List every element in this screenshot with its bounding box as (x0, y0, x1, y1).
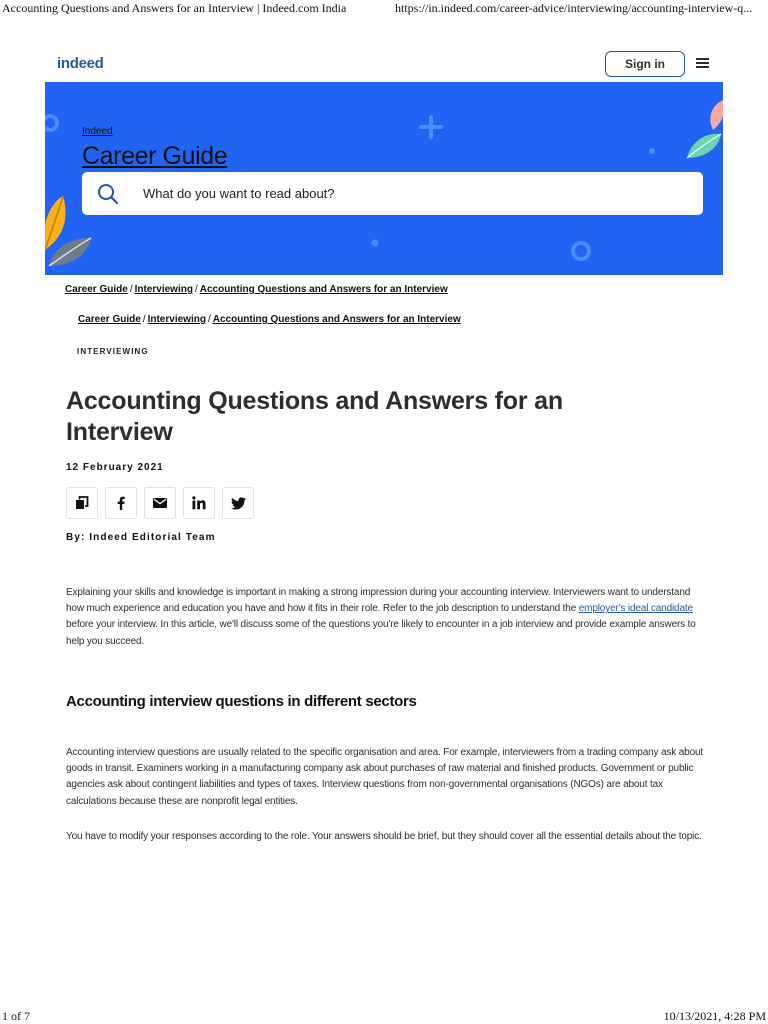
site-header (45, 40, 723, 82)
breadcrumb-interviewing[interactable]: Interviewing (134, 284, 193, 295)
leaf-decoration-icon (685, 130, 723, 160)
banner-brand-link[interactable]: Indeed (82, 126, 113, 137)
breadcrumb: Career Guide / Interviewing / Accounting Questions and Answers for an Interview (78, 314, 461, 325)
career-guide-title-link[interactable]: Career Guide (82, 142, 228, 170)
leaf-decoration-icon (47, 234, 93, 268)
circle-decoration-icon (568, 238, 594, 264)
search-icon (96, 182, 120, 206)
article-title: Accounting Questions and Answers for an Interview (66, 387, 563, 446)
facebook-icon (116, 496, 126, 510)
linkedin-share-button[interactable] (183, 487, 215, 519)
dot-decoration-icon (647, 146, 657, 156)
article-intro-paragraph: Explaining your skills and knowledge is important in making a strong impression during your accounting interview. Interviewers want to understand how much experience and education you have and how it fits in their role. Refer to the job description to understand the employer's ideal candidate before your interview. In this article, we'll discuss some of the questions you're likely to encounter in a job interview and provide example answers to help you succeed. (66, 587, 696, 647)
facebook-share-button[interactable] (105, 487, 137, 519)
email-icon (153, 498, 167, 508)
breadcrumb-current-article[interactable]: Accounting Questions and Answers for an Interview (199, 284, 448, 295)
twitter-share-button[interactable] (222, 487, 254, 519)
article-paragraph: You have to modify your responses according to the role. Your answers should be brief, but they should cover all the essential details about the topic. (66, 831, 702, 842)
print-page-title: Accounting Questions and Answers for an Interview | Indeed.com India (2, 1, 347, 15)
circle-decoration-icon (45, 112, 61, 134)
breadcrumb-interviewing[interactable]: Interviewing (147, 314, 206, 325)
breadcrumb-career-guide[interactable]: Career Guide (65, 284, 128, 295)
print-page-url: https://in.indeed.com/career-advice/interviewing/accounting-interview-q... (395, 1, 753, 15)
search-input[interactable] (82, 172, 703, 215)
print-page-number: 1 of 7 (2, 1009, 30, 1023)
hamburger-menu-icon[interactable] (696, 58, 709, 68)
linkedin-icon (192, 496, 206, 510)
copy-link-icon (75, 496, 89, 510)
sign-in-button[interactable]: Sign in (605, 51, 685, 77)
employer-ideal-candidate-link[interactable]: employer's ideal candidate (578, 603, 693, 615)
section-heading: Accounting interview questions in different sectors (66, 693, 417, 710)
article-paragraph: Accounting interview questions are usually related to the specific organisation and area. For example, interviewers from a trading company ask about goods in transit. Examiners working in a manufacturing company ask about purchases of raw material and finished products. Government or public agencies ask about contingent liabilities and types of taxes. Interview questions from non-governmental organisations (NGOs) are about tax calculations because these are nonprofit legal entities. (66, 747, 704, 807)
print-datetime: 10/13/2021, 4:28 PM (663, 1009, 766, 1023)
article-category: INTERVIEWING (77, 347, 149, 356)
copy-link-button[interactable] (66, 487, 98, 519)
breadcrumb-career-guide[interactable]: Career Guide (78, 314, 141, 325)
article-date: 12 February 2021 (66, 462, 164, 473)
dot-decoration-icon (370, 238, 380, 248)
print-footer (0, 1009, 768, 1024)
career-guide-banner (45, 82, 723, 275)
twitter-icon (231, 497, 246, 510)
breadcrumb: Career Guide / Interviewing / Accounting Questions and Answers for an Interview (65, 284, 448, 295)
article-author: By: Indeed Editorial Team (66, 532, 216, 543)
search-placeholder: What do you want to read about? (143, 186, 335, 201)
email-share-button[interactable] (144, 487, 176, 519)
print-header (0, 0, 768, 18)
leaf-decoration-icon (707, 98, 723, 132)
indeed-logo[interactable]: indeed (57, 55, 104, 72)
breadcrumb-current-article[interactable]: Accounting Questions and Answers for an Interview (212, 314, 461, 325)
plus-decoration-icon (418, 114, 444, 140)
